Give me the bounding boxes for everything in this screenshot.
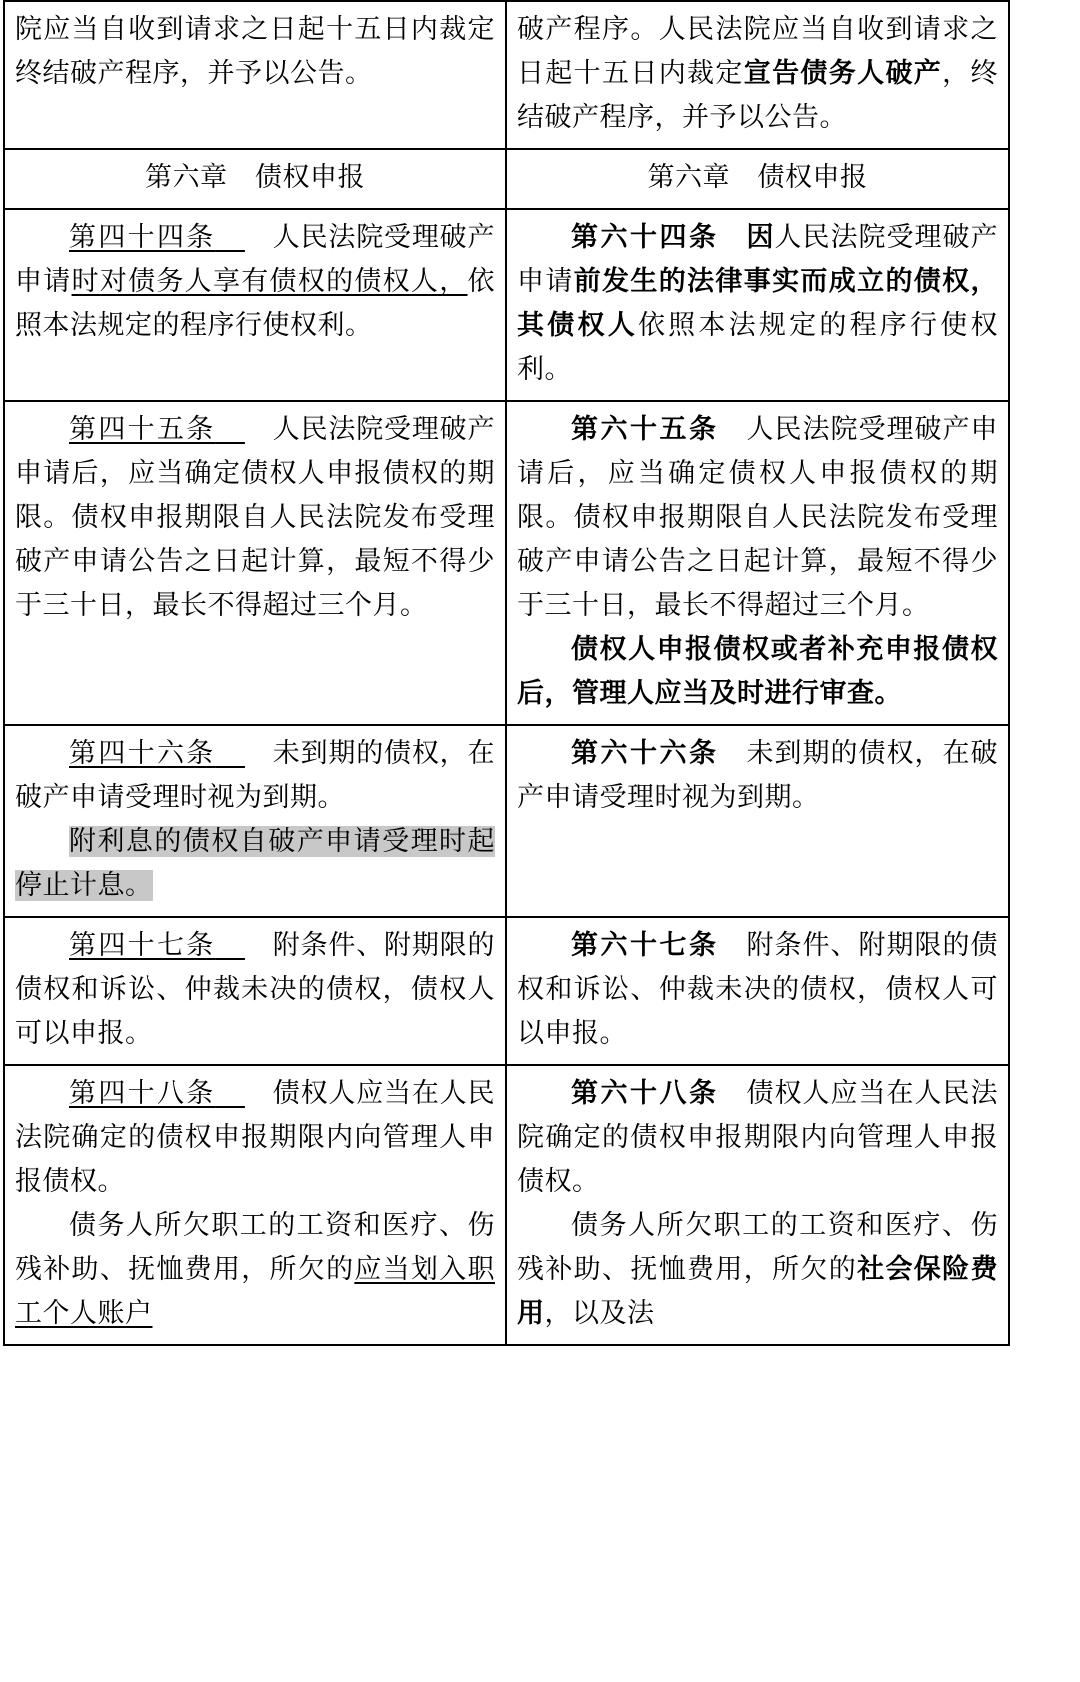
chapter-title: 第六章 债权申报 xyxy=(647,162,868,193)
paragraph: 第六十七条 附条件、附期限的债权和诉讼、仲裁未决的债权，债权人可以申报。 xyxy=(517,930,998,1049)
cell-right-article-64 xyxy=(506,209,1009,401)
table-row xyxy=(4,917,1009,1065)
paragraph: 第四十七条 附条件、附期限的债权和诉讼、仲裁未决的债权，债权人可以申报。 xyxy=(15,930,496,1049)
paragraph: 第四十四条 人民法院受理破产申请时对债务人享有债权的债权人，依照本法规定的程序行使权利。 xyxy=(15,222,496,341)
table-row xyxy=(4,149,1009,209)
table-row xyxy=(4,209,1009,401)
table-row xyxy=(4,1065,1009,1345)
paragraph-highlighted: 附利息的债权自破产申请受理时起停止计息。 xyxy=(15,826,495,901)
cell-right-chapter-heading xyxy=(506,149,1009,209)
paragraph: 第六十五条 人民法院受理破产申请后，应当确定债权人申报债权的期限。债权申报期限自人民法院发布受理破产申请公告之日起计算，最短不得少于三十日，最长不得超过三个月。 xyxy=(517,414,998,621)
paragraph: 债务人所欠职工的工资和医疗、伤残补助、抚恤费用，所欠的应当划入职工个人账户 xyxy=(15,1210,495,1329)
cell-left-top-partial xyxy=(4,1,506,149)
cell-right-article-65 xyxy=(506,401,1009,725)
cell-left-article-45 xyxy=(4,401,506,725)
paragraph: 第四十八条 债权人应当在人民法院确定的债权申报期限内向管理人申报债权。 xyxy=(15,1078,496,1197)
paragraph: 第六十八条 债权人应当在人民法院确定的债权申报期限内向管理人申报债权。 xyxy=(517,1078,998,1197)
cell-left-article-47 xyxy=(4,917,506,1065)
paragraph: 第四十五条 人民法院受理破产申请后，应当确定债权人申报债权的期限。债权申报期限自人民法院发布受理破产申请公告之日起计算，最短不得少于三十日，最长不得超过三个月。 xyxy=(15,414,496,621)
paragraph: 第六十六条 未到期的债权，在破产申请受理时视为到期。 xyxy=(517,738,998,813)
cell-right-article-67 xyxy=(506,917,1009,1065)
cell-left-article-44 xyxy=(4,209,506,401)
paragraph: 第六十四条 因人民法院受理破产申请前发生的法律事实而成立的债权，其债权人依照本法规定的程序行使权利。 xyxy=(517,222,999,385)
cell-left-article-48 xyxy=(4,1065,506,1345)
cell-right-top-partial xyxy=(506,1,1009,149)
cell-right-article-66 xyxy=(506,725,1009,917)
table-row xyxy=(4,401,1009,725)
paragraph: 第四十六条 未到期的债权，在破产申请受理时视为到期。 xyxy=(15,738,496,813)
cell-left-article-46 xyxy=(4,725,506,917)
paragraph: 院应当自收到请求之日起十五日内裁定终结破产程序，并予以公告。 xyxy=(15,14,495,89)
paragraph: 破产程序。人民法院应当自收到请求之日起十五日内裁定宣告债务人破产，终结破产程序，并予以公告。 xyxy=(517,14,998,133)
cell-right-article-68 xyxy=(506,1065,1009,1345)
paragraph: 债权人申报债权或者补充申报债权后，管理人应当及时进行审查。 xyxy=(517,634,998,709)
table-row xyxy=(4,1,1009,149)
paragraph: 债务人所欠职工的工资和医疗、伤残补助、抚恤费用，所欠的社会保险费用，以及法 xyxy=(517,1210,998,1329)
table-row xyxy=(4,725,1009,917)
cell-left-chapter-heading xyxy=(4,149,506,209)
comparison-table xyxy=(3,0,1010,1346)
chapter-title: 第六章 债权申报 xyxy=(145,162,365,193)
